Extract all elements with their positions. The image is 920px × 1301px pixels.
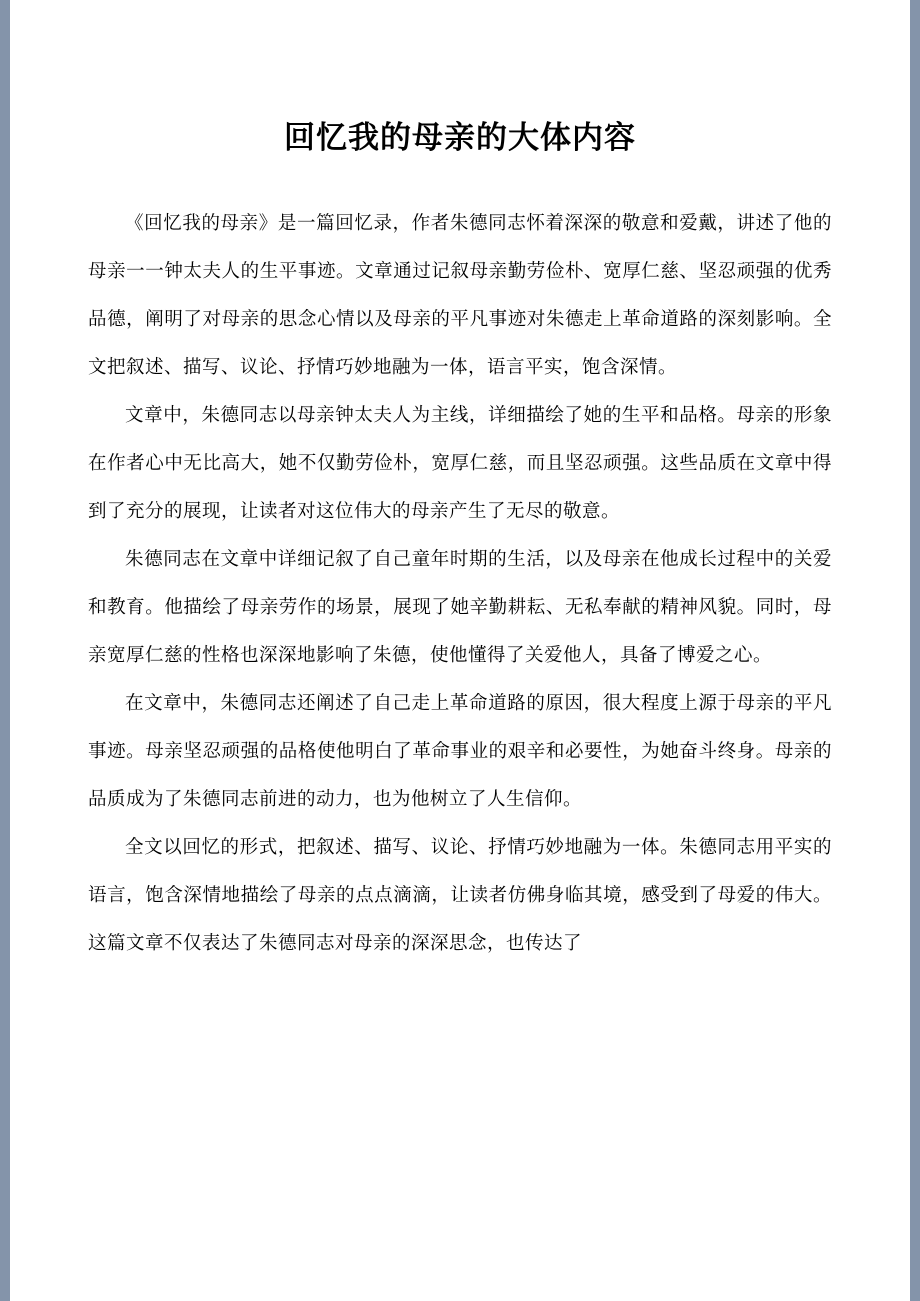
document-body [88,199,832,967]
left-page-edge [0,0,10,1301]
paragraph: 《回忆我的母亲》是一篇回忆录，作者朱德同志怀着深深的敬意和爱戴，讲述了他的母亲一一钟太夫人的生平事迹。文章通过记叙母亲勤劳俭朴、宽厚仁慈、坚忍顽强的优秀品德，阐明了对母亲的思念心情以及母亲的平凡事迹对朱德走上革命道路的深刻影响。全文把叙述、描写、议论、抒情巧妙地融为一体，语言平实，饱含深情。 [88,212,832,377]
paragraph: 在文章中，朱德同志还阐述了自己走上革命道路的原因，很大程度上源于母亲的平凡事迹。母亲坚忍顽强的品格使他明白了革命事业的艰辛和必要性，为她奋斗终身。母亲的品质成为了朱德同志前进的动力，也为他树立了人生信仰。 [88,692,832,809]
paragraph: 朱德同志在文章中详细记叙了自己童年时期的生活，以及母亲在他成长过程中的关爱和教育。他描绘了母亲劳作的场景，展现了她辛勤耕耘、无私奉献的精神风貌。同时，母亲宽厚仁慈的性格也深深地影响了朱德，使他懂得了关爱他人，具备了博爱之心。 [88,548,832,665]
document-content [10,0,910,967]
right-page-edge [910,0,920,1301]
document-title: 回忆我的母亲的大体内容 [284,120,636,155]
paragraph: 文章中，朱德同志以母亲钟太夫人为主线，详细描绘了她的生平和品格。母亲的形象在作者心中无比高大，她不仅勤劳俭朴，宽厚仁慈，而且坚忍顽强。这些品质在文章中得到了充分的展现，让读者对这位伟大的母亲产生了无尽的敬意。 [88,404,832,521]
paragraph: 全文以回忆的形式，把叙述、描写、议论、抒情巧妙地融为一体。朱德同志用平实的语言，饱含深情地描绘了母亲的点点滴滴，让读者仿佛身临其境，感受到了母爱的伟大。这篇文章不仅表达了朱德同志对母亲的深深思念，也传达了 [88,836,832,953]
document-page [10,0,910,1301]
